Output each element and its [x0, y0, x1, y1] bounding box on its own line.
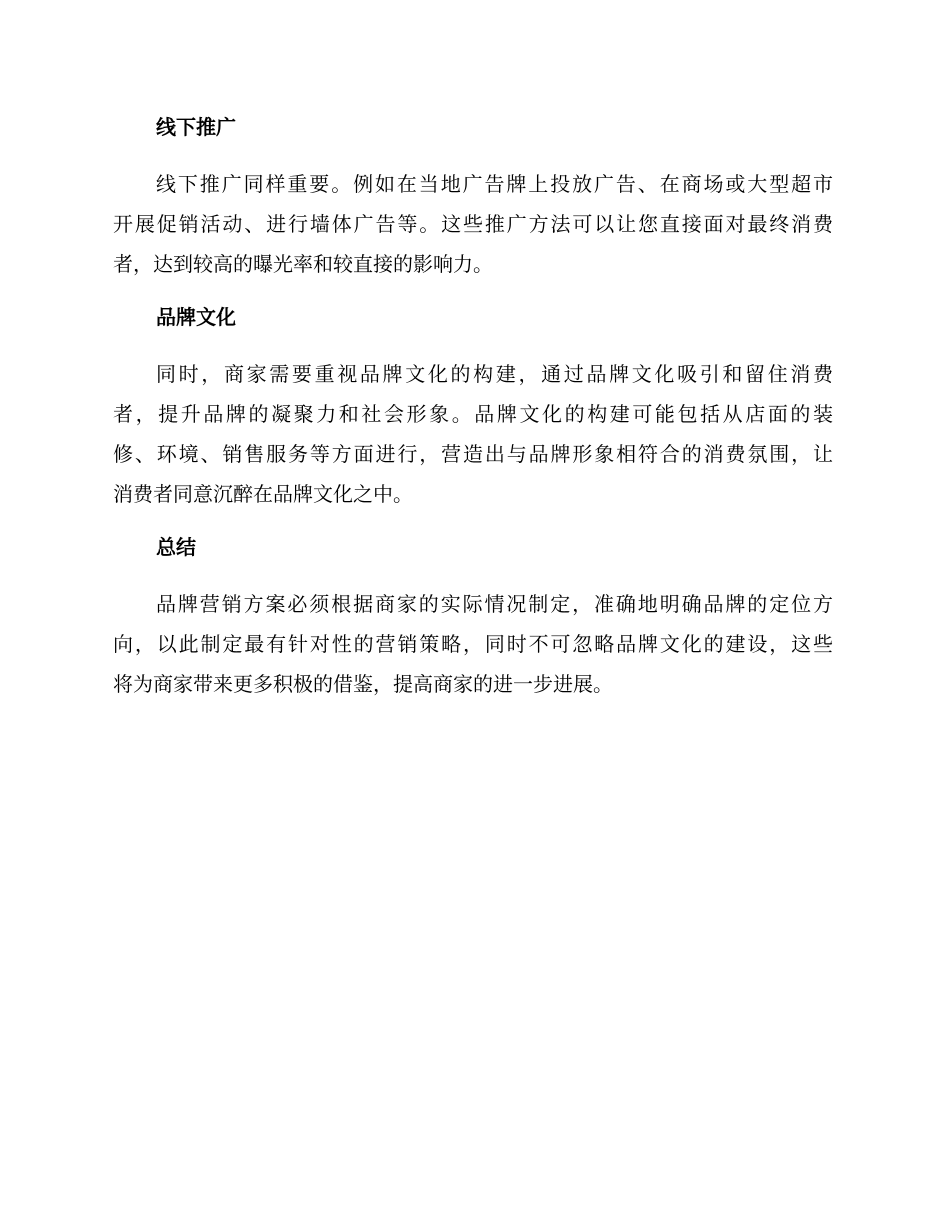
document-page	[113, 108, 833, 704]
paragraph-line: 将为商家带来更多积极的借鉴，提高商家的进一步进展。	[113, 672, 613, 696]
paragraph-line: 品牌营销方案必须根据商家的实际情况制定，准确地明确品牌的定位方	[156, 592, 833, 616]
paragraph-line: 消费者同意沉醉在品牌文化之中。	[113, 482, 413, 506]
paragraph-line: 者，提升品牌的凝聚力和社会形象。品牌文化的构建可能包括从店面的装	[113, 402, 833, 426]
paragraph-line: 向，以此制定最有针对性的营销策略，同时不可忽略品牌文化的建设，这些	[113, 632, 833, 656]
section-heading-brand-culture: 品牌文化	[156, 305, 236, 329]
section-heading-summary: 总结	[156, 535, 196, 559]
paragraph-offline-promotion	[113, 164, 833, 284]
paragraph-line: 开展促销活动、进行墙体广告等。这些推广方法可以让您直接面对最终消费	[113, 212, 833, 236]
paragraph-line: 线下推广同样重要。例如在当地广告牌上投放广告、在商场或大型超市	[156, 172, 833, 196]
paragraph-line: 者，达到较高的曝光率和较直接的影响力。	[113, 252, 493, 276]
section-heading-offline-promotion: 线下推广	[156, 115, 236, 139]
paragraph-brand-culture	[113, 354, 833, 514]
paragraph-line: 同时，商家需要重视品牌文化的构建，通过品牌文化吸引和留住消费	[156, 362, 833, 386]
paragraph-line: 修、环境、销售服务等方面进行，营造出与品牌形象相符合的消费氛围，让	[113, 442, 833, 466]
paragraph-summary	[113, 584, 833, 704]
